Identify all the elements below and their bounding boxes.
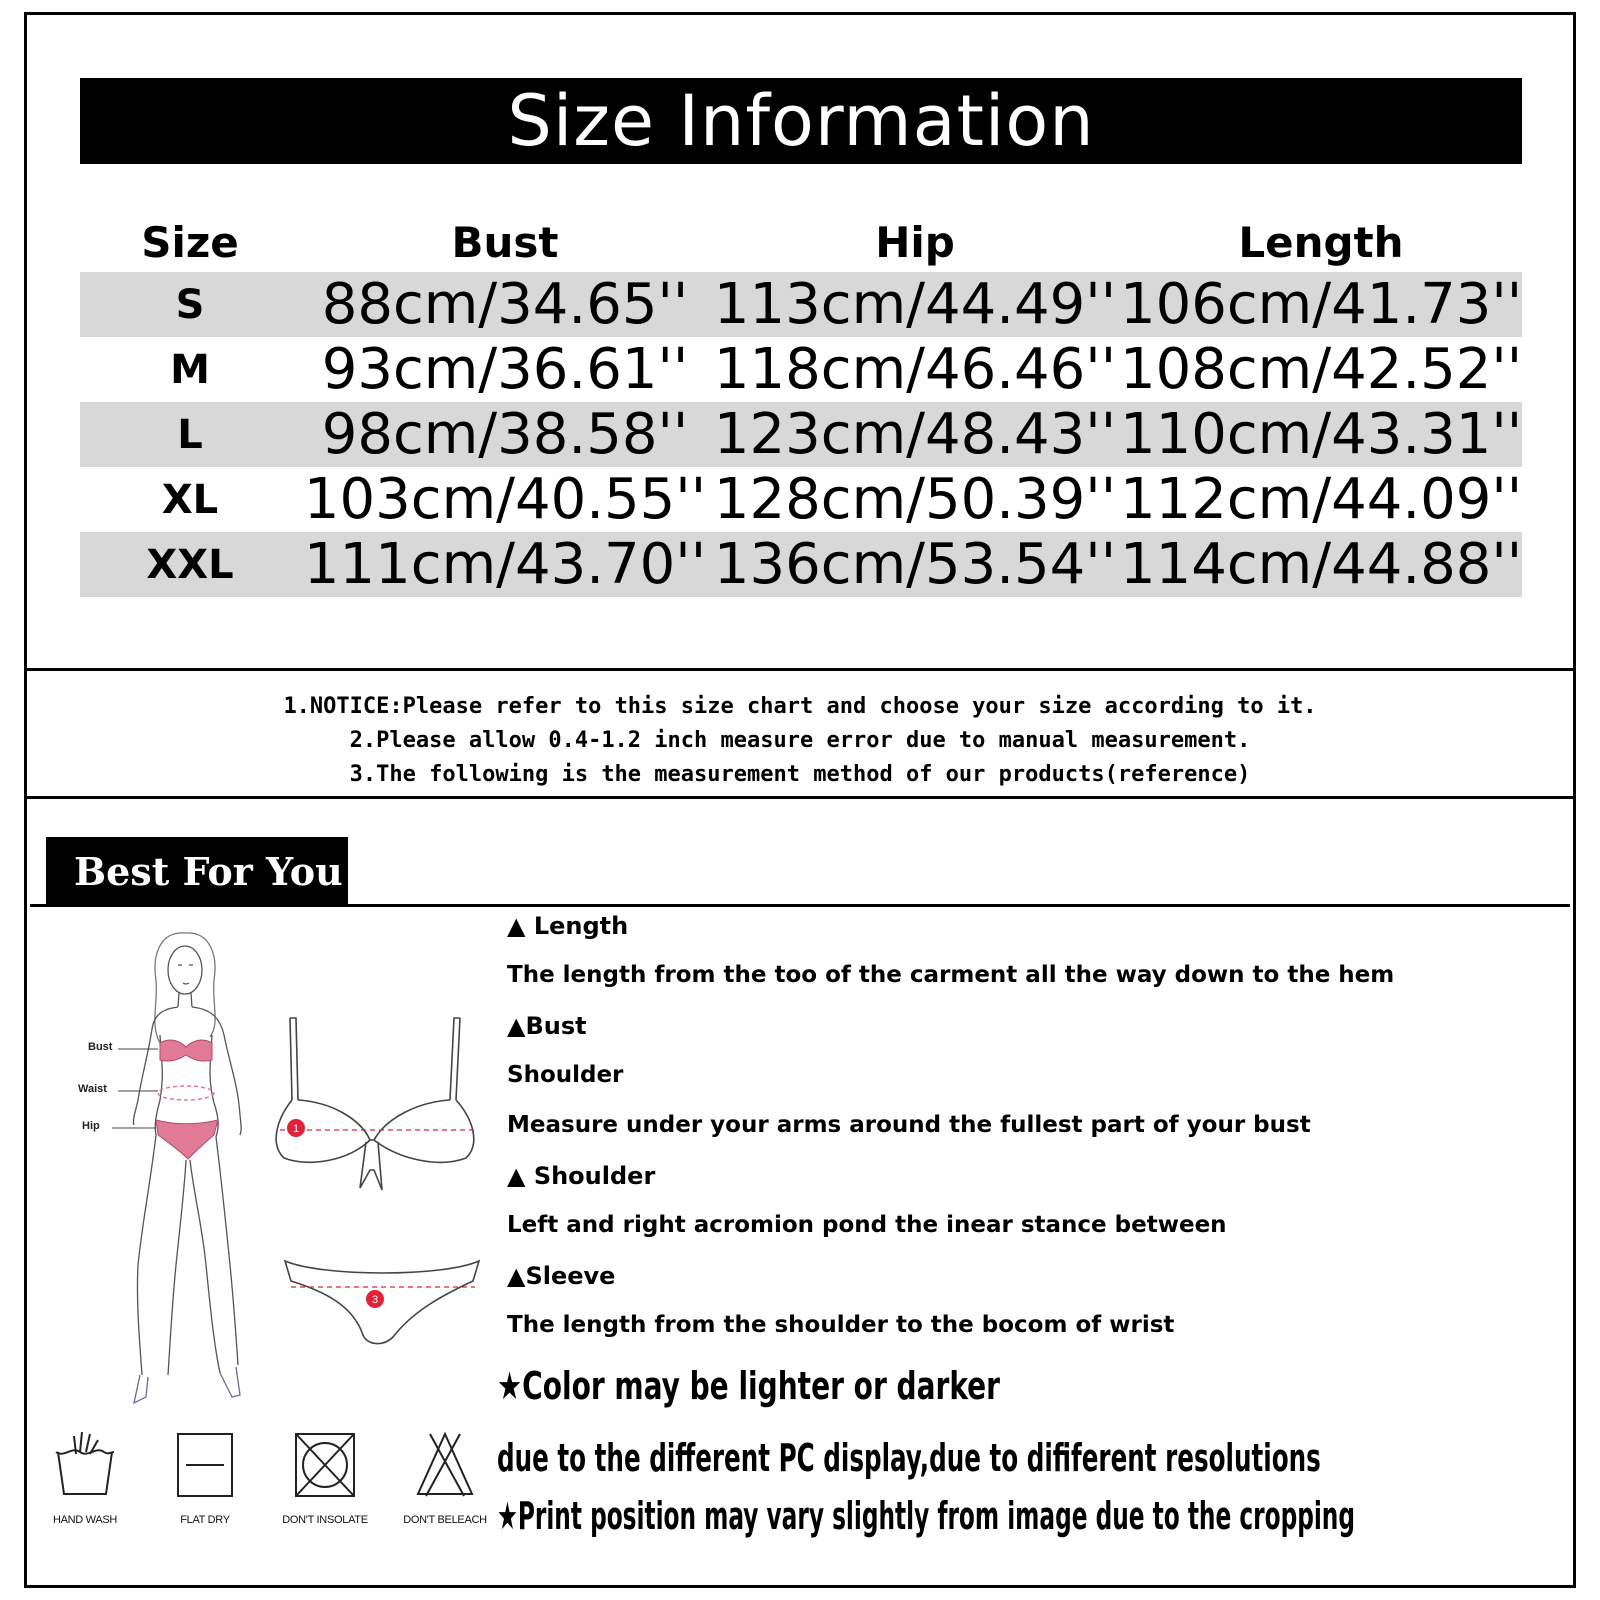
table-row [80,532,1522,597]
length-cell: 112cm/44.09'' [1120,467,1523,532]
title-banner [80,78,1522,164]
measure-heading-shoulder: ▲ Shoulder [507,1162,656,1190]
dont-insolate-icon [290,1430,360,1500]
bust-cell: 111cm/43.70'' [300,532,710,597]
bust-cell: 103cm/40.55'' [303,467,707,532]
notice-line: 2.Please allow 0.4-1.2 inch measure error due to manual measurement. [349,728,1251,753]
length-cell: 110cm/43.31'' [1120,402,1523,467]
length-cell: 114cm/44.88'' [1120,532,1523,597]
size-cell: S [80,272,300,337]
marker-1: 1 [292,1123,300,1135]
divider [24,796,1576,799]
care-dont-bleach [390,1430,500,1526]
table-header-row [80,212,1522,272]
bikini-top-illustration [270,1010,490,1205]
size-cell: M [170,346,210,393]
print-note: ★Print position may vary slightly from image due to the cropping [497,1494,1356,1538]
header-bust: Bust [451,217,559,267]
measure-desc-shoulder: Left and right acromion pond the inear stance between [507,1212,1227,1238]
marker-3: 3 [371,1294,379,1306]
model-figure [78,925,270,1415]
size-cell: XL [161,476,219,523]
bikini-bottom-diagram [283,1255,483,1355]
dont-bleach-label: DON'T BELEACH [403,1514,487,1526]
size-cell: L [80,402,300,467]
hip-cell: 128cm/50.39'' [713,467,1117,532]
bikini-bottom-illustration [283,1255,483,1355]
hand-wash-label: HAND WASH [52,1514,118,1526]
waist-label: Waist [78,1083,107,1095]
section-title: Best For You [74,848,343,894]
header-hip: Hip [875,217,955,267]
measure-desc-bust: Measure under your arms around the fullest part of your bust [507,1112,1311,1138]
flat-dry-icon [170,1430,240,1500]
notice-line: 1.NOTICE:Please refer to this size chart and choose your size according to it. [283,694,1317,719]
hand-wash-icon [50,1430,120,1500]
display-note: due to the different PC display,due to dififerent resolutions [497,1436,1321,1480]
hip-label: Hip [82,1120,100,1132]
divider [24,668,1576,671]
length-cell: 108cm/42.52'' [1120,337,1523,402]
length-cell: 106cm/41.73'' [1120,272,1523,337]
flat-dry-label: FLAT DRY [180,1514,230,1526]
hip-cell: 118cm/46.46'' [713,337,1117,402]
table-row [80,337,1522,402]
bust-cell: 98cm/38.58'' [300,402,710,467]
measure-desc-length: The length from the too of the carment all the way down to the hem [507,962,1395,988]
table-row [80,402,1522,467]
dont-insolate-label: DON'T INSOLATE [282,1514,368,1526]
bust-label: Bust [88,1041,113,1053]
page-title: Size Information [507,80,1095,162]
measure-heading-length: ▲ Length [507,912,629,940]
hip-cell: 136cm/53.54'' [710,532,1120,597]
hip-cell: 113cm/44.49'' [710,272,1120,337]
bust-cell: 88cm/34.65'' [300,272,710,337]
measure-heading-bust: ▲Bust [507,1012,587,1040]
dont-bleach-icon [410,1430,480,1500]
hip-cell: 123cm/48.43'' [710,402,1120,467]
bikini-top-diagram [270,1010,490,1205]
measure-desc-sleeve: The length from the shoulder to the bocom of wrist [507,1312,1175,1338]
notice-block [27,690,1573,792]
care-dont-insolate [270,1430,380,1526]
color-note: ★Color may be lighter or darker [497,1364,1000,1408]
table-row [80,467,1522,532]
table-row [80,272,1522,337]
measure-heading-sleeve: ▲Sleeve [507,1262,616,1290]
section-underline [30,904,1570,907]
section-tab [46,837,348,905]
model-illustration [90,925,270,1415]
care-hand-wash [30,1430,140,1526]
bust-cell: 93cm/36.61'' [321,337,689,402]
size-table [80,212,1522,597]
header-length: Length [1238,217,1404,267]
size-cell: XXL [80,532,300,597]
notice-line: 3.The following is the measurement method of our products(reference) [349,762,1251,787]
measure-desc-bust-shoulder: Shoulder [507,1062,624,1088]
header-size: Size [141,217,239,267]
care-flat-dry [150,1430,260,1526]
